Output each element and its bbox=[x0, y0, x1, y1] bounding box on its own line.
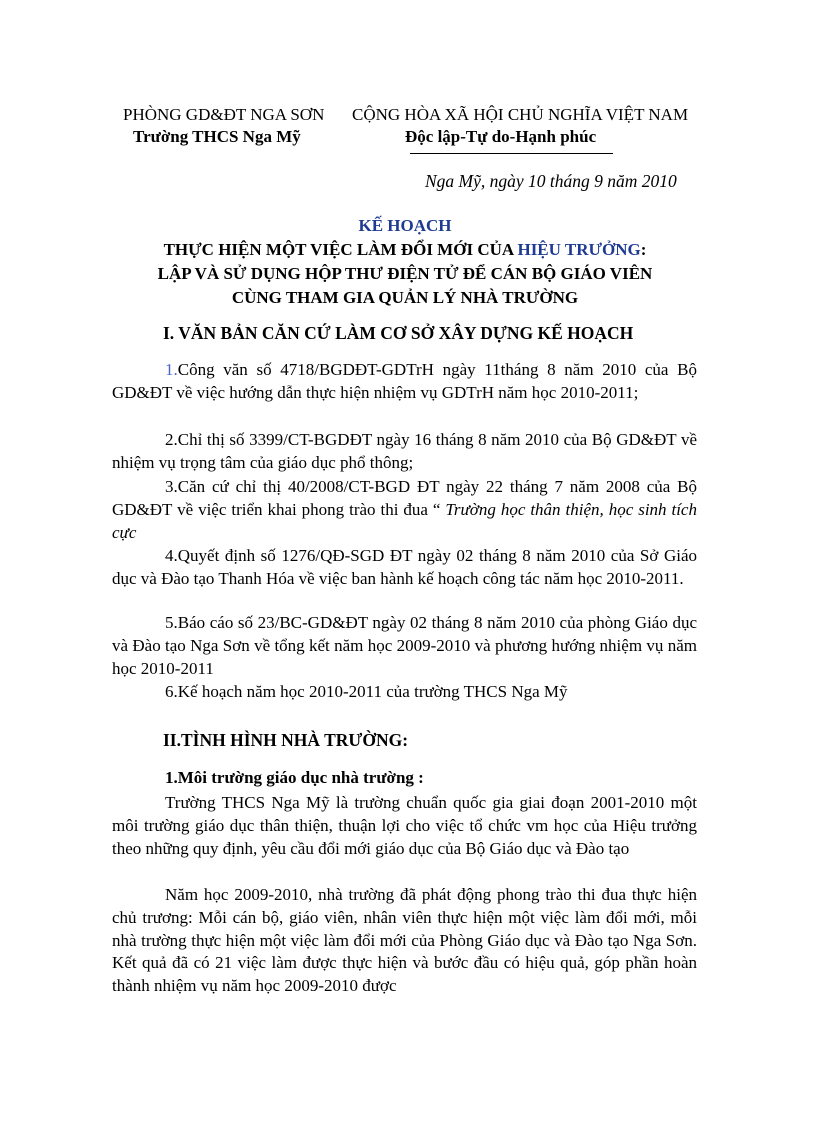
section-1-item-3 bbox=[112, 476, 697, 544]
document-title bbox=[110, 214, 700, 310]
section-2-paragraph-2: Năm học 2009-2010, nhà trường đã phát động phong trào thi đua thực hiện chủ trương: Mỗi cán bộ, giáo viên, nhân viên thực hiện một việc làm đổi mới, mỗi nhà trường thực hiện một việc làm đổi mới của Phòng Giáo dục và Đào tạo Nga Sơn. Kết quả đã có 21 việc làm được thực hiện và bước đầu có hiệu quả, góp phần hoàn thành nhiệm vụ năm học 2009-2010 được bbox=[112, 885, 697, 996]
section-1-heading: I. VĂN BẢN CĂN CỨ LÀM CƠ SỞ XÂY DỰNG KẾ HOẠCH bbox=[163, 323, 634, 343]
section-1-item-1 bbox=[112, 359, 697, 405]
title-colon: : bbox=[640, 240, 647, 259]
section-1-item-2: 2.Chỉ thị số 3399/CT-BGDĐT ngày 16 tháng 8 năm 2010 của Bộ GD&ĐT về nhiệm vụ trọng tâm của giáo dục phổ thông; bbox=[112, 430, 697, 472]
section-1-item-5: 5.Báo cáo số 23/BC-GD&ĐT ngày 02 tháng 8 năm 2010 của phòng Giáo dục và Đào tạo Nga Sơn về tổng kết năm học 2009-2010 và phương hướng nhiệm vụ năm học 2010-2011 bbox=[112, 613, 697, 678]
item-1-text: Công văn số 4718/BGDĐT-GDTrH ngày 11tháng 8 năm 2010 của Bộ GD&ĐT về việc hướng dẫn thực hiện nhiệm vụ GDTrH năm học 2010-2011; bbox=[112, 360, 697, 402]
item-3-text: 3.Căn cứ chỉ thị 40/2008/CT-BGD ĐT ngày 22 tháng 7 năm 2008 của Bộ GD&ĐT về việc triển khai phong trào thi đua “ bbox=[112, 477, 697, 519]
section-1-item-4: 4.Quyết định số 1276/QĐ-SGD ĐT ngày 02 tháng 8 năm 2010 của Sở Giáo dục và Đào tạo Thanh Hóa về việc ban hành kế hoạch công tác năm học 2010-2011. bbox=[112, 546, 697, 588]
title-line-2 bbox=[110, 238, 700, 262]
header-republic: CỘNG HÒA XÃ HỘI CHỦ NGHĨA VIỆT NAM bbox=[352, 105, 689, 124]
title-highlight: HIỆU TRƯỞNG bbox=[517, 240, 641, 259]
title-line-3: LẬP VÀ SỬ DỤNG HỘP THƯ ĐIỆN TỬ ĐỂ CÁN BỘ GIÁO VIÊN bbox=[157, 264, 653, 283]
section-1-item-6: 6.Kế hoạch năm học 2010-2011 của trường THCS Nga Mỹ bbox=[165, 682, 568, 701]
title-line-4: CÙNG THAM GIA QUẢN LÝ NHÀ TRƯỜNG bbox=[231, 288, 579, 307]
section-2-heading: II.TÌNH HÌNH NHÀ TRƯỜNG: bbox=[163, 730, 409, 750]
header-motto: Độc lập-Tự do-Hạnh phúc bbox=[405, 127, 597, 146]
section-2-sub-1: 1.Môi trường giáo dục nhà trường : bbox=[165, 768, 424, 787]
section-2-paragraph-1: Trường THCS Nga Mỹ là trường chuẩn quốc gia giai đoạn 2001-2010 một môi trường giáo dục thân thiện, thuận lợi cho việc tổ chức vm học của Hiệu trưởng theo những quy định, yêu cầu đổi mới giáo dục của Bộ Giáo dục và Đào tạo bbox=[112, 793, 697, 858]
header-school: Trường THCS Nga Mỹ bbox=[133, 127, 301, 146]
date-line: Nga Mỹ, ngày 10 tháng 9 năm 2010 bbox=[425, 171, 677, 191]
title-plan: KẾ HOẠCH bbox=[358, 216, 452, 235]
header-underline bbox=[410, 153, 613, 154]
header-department: PHÒNG GD&ĐT NGA SƠN bbox=[123, 105, 325, 124]
item-3-italic: Trường học thân thiện, học sinh tích cực bbox=[112, 499, 697, 542]
title-line-2-text: THỰC HIỆN MỘT VIỆC LÀM ĐỔI MỚI CỦA bbox=[163, 240, 518, 259]
item-1-number: 1. bbox=[165, 360, 178, 379]
